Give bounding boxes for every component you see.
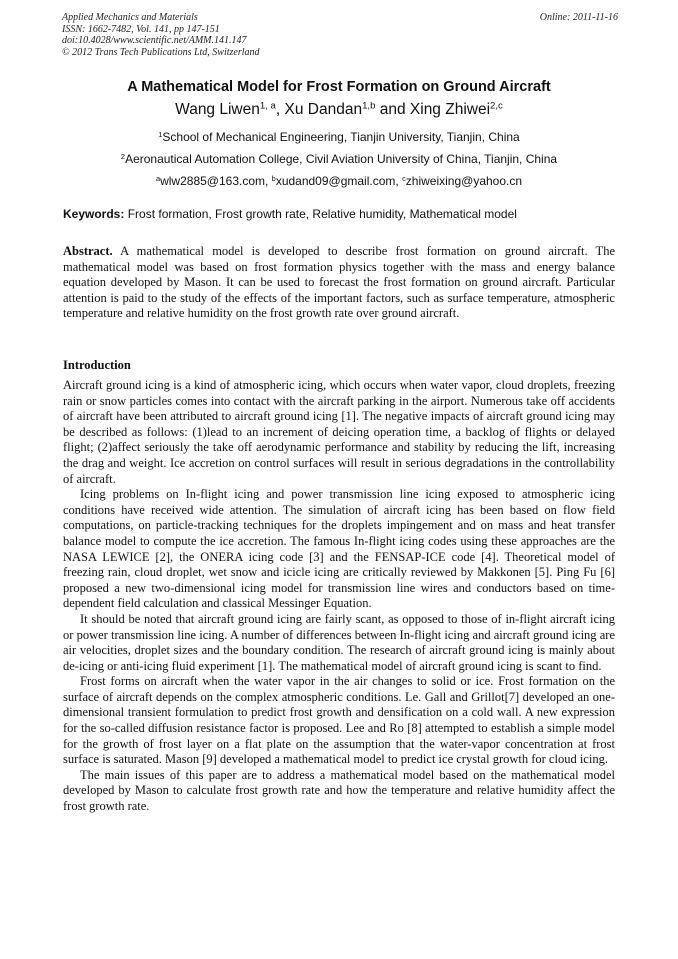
email-text[interactable]: zhiweixing@yahoo.cn xyxy=(405,174,523,188)
paragraph: The main issues of this paper are to address a mathematical model based on the mathematical model developed by Mason to calculate frost growth rate and how the temperature and relative humidity affect the frost growth rate. xyxy=(63,767,615,814)
affiliation-text: Aeronautical Automation College, Civil Aviation University of China, Tianjin, China xyxy=(125,152,558,166)
author-separator: and xyxy=(375,101,410,118)
author-separator: , xyxy=(275,101,285,118)
affiliation-text: School of Mechanical Engineering, Tianjin University, Tianjin, China xyxy=(162,130,520,144)
abstract-text: A mathematical model is developed to describe frost formation on ground aircraft. The mathematical model was based on frost formation physics together with the mass and energy balance equation developed by Mason. It can be used to forecast the frost formation on ground aircraft. Particular attention is paid to the study of the effects of the important factors, such as surface temperature, atmospheric temperature and relative humidity on the frost growth rate over ground aircraft. xyxy=(63,244,615,321)
introduction-body xyxy=(63,378,615,815)
paragraph: It should be noted that aircraft ground icing are fairly scant, as opposed to those of in-flight aircraft icing or power transmission line icing. A number of differences between In-flight icing and aircraft ground icing are air velocities, droplet sizes and the boundary condition. The research of aircraft ground icing is mainly about de-icing or anti-icing fluid experiment [1]. The mathematical model of aircraft ground icing is scant to find. xyxy=(63,611,615,673)
keywords-label: Keywords: xyxy=(63,207,125,221)
email-mark: b xyxy=(271,173,276,183)
affiliation-1 xyxy=(0,130,678,144)
affiliation-mark: 2 xyxy=(120,151,126,161)
author-list xyxy=(0,101,678,119)
section-heading-introduction: Introduction xyxy=(63,358,131,372)
email-mark: c xyxy=(402,173,406,183)
email-mark: a xyxy=(155,173,161,183)
paragraph: Frost forms on aircraft when the water vapor in the air changes to solid or ice. Frost formation on the surface of aircraft depends on the complex atmospheric conditions. Le. Gall and Grillot[7] developed an one-dimensional transient formulation to predict frost growth and densification on a cold wall. A new expression for the so-called diffusion resistance factor is proposed. Lee and Ro [8] attempted to establish a simple model for the growth of frost layer on a flat plate on the assumption that the water-vapor concentration at frost surface is saturated. Mason [9] developed a mathematical model to predict ice crystal growth for cloud icing. xyxy=(63,674,615,767)
paragraph: Icing problems on In-flight icing and power transmission line icing exposed to atmospheric icing conditions have received wide attention. The simulation of aircraft icing has been based on flow field computations, on particle-tracking techniques for the droplets impingement and on mass and heat transfer balance model to compute the ice accretion. The famous In-flight icing codes using these approaches are the NASA LEWICE [2], the ONERA icing code [3] and the FENSAP-ICE code [4]. Theoretical model of freezing rain, cloud droplet, wet snow and icicle icing are critically reviewed by Makkonen [5]. Ping Fu [6] proposed a new two-dimensional icing model for transmission line wires and conductors based on time-dependent field calculation and classical Messinger Equation. xyxy=(63,487,615,611)
affiliation-2 xyxy=(0,152,678,166)
paragraph: Aircraft ground icing is a kind of atmospheric icing, which occurs when water vapor, cloud droplets, freezing rain or snow particles comes into contact with the aircraft parking in the airport. Numerous take off accidents of aircraft have been attributed to aircraft ground icing [1]. The negative impacts of aircraft ground icing may be described as follows: (1)lead to an increment of deicing operation time, a backlog of flights or delayed flight; (2)affect seriously the take off aerodynamic performance and stability by reducing the lift, increasing the drag and weight. Ice accretion on control surfaces will result in serious degradations in the controllability of aircraft. xyxy=(63,378,615,486)
paper-title: A Mathematical Model for Frost Formation on Ground Aircraft xyxy=(127,79,551,95)
author-name: Xing Zhiwei xyxy=(409,101,491,118)
issn-line: ISSN: 1662-7482, Vol. 141, pp 147-151 xyxy=(62,23,220,35)
author-affiliation-mark: 2,c xyxy=(490,100,503,112)
keywords-text: Frost formation, Frost growth rate, Relative humidity, Mathematical model xyxy=(124,207,517,221)
doi-line[interactable]: doi:10.4028/www.scientific.net/AMM.141.147 xyxy=(62,35,247,46)
email-text[interactable]: wlw2885@163.com, xyxy=(160,174,272,188)
author-affiliation-mark: 1,b xyxy=(362,100,376,112)
abstract xyxy=(63,244,615,322)
online-date: Online: 2011-11-16 xyxy=(539,12,618,23)
journal-name: Applied Mechanics and Materials xyxy=(62,12,198,23)
journal-header xyxy=(62,12,618,58)
author-affiliation-mark: 1, a xyxy=(259,100,276,112)
email-text[interactable]: xudand09@gmail.com, xyxy=(275,174,403,188)
email-line xyxy=(0,174,678,188)
abstract-label: Abstract. xyxy=(63,244,113,258)
affiliation-mark: 1 xyxy=(158,129,163,139)
author-name: Xu Dandan xyxy=(284,101,363,118)
author-name: Wang Liwen xyxy=(175,101,260,118)
keywords xyxy=(63,207,623,221)
copyright-line: © 2012 Trans Tech Publications Ltd, Switzerland xyxy=(62,46,260,58)
